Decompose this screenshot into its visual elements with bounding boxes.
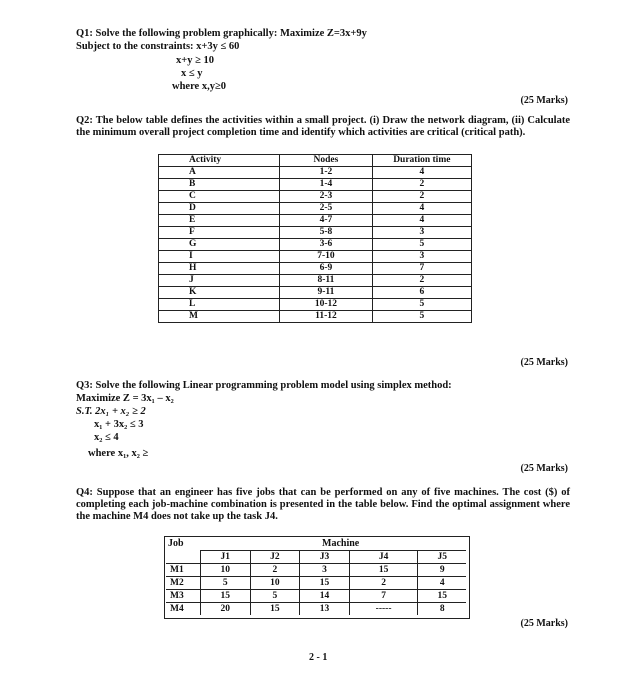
- activity-row: [159, 203, 472, 215]
- cost-cell: 2: [349, 577, 418, 590]
- activity-row: [159, 275, 472, 287]
- cost-cell: 15: [349, 564, 418, 577]
- cost-cell: 8: [418, 603, 466, 616]
- cost-cell: 5: [250, 590, 300, 603]
- cost-cell: 15: [201, 590, 251, 603]
- q3-constraint-2: x₁ + 3x₂ ≤ 3: [94, 419, 144, 430]
- q1-title: Q1: Solve the following problem graphically: Maximize Z=3x+9y: [76, 28, 367, 39]
- assignment-table: [166, 550, 466, 615]
- col-j3: J3: [300, 551, 350, 564]
- duration-cell: 3: [372, 251, 471, 263]
- machine-label: Machine: [322, 538, 360, 549]
- assignment-table-header: [166, 551, 466, 564]
- activity-cell: G: [159, 239, 280, 251]
- nodes-cell: 4-7: [280, 215, 372, 227]
- machine-label-cell: M3: [166, 590, 201, 603]
- duration-cell: 3: [372, 227, 471, 239]
- q2-text: Q2: The below table defines the activities within a small project. (i) Draw the network diagram, (ii) Calculate the minimum overall project completion time and identify which activities are critical (critical path).: [76, 115, 570, 138]
- activity-row: [159, 167, 472, 179]
- activity-row: [159, 215, 472, 227]
- col-j5: J5: [418, 551, 466, 564]
- activity-cell: B: [159, 179, 280, 191]
- activity-cell: K: [159, 287, 280, 299]
- activity-row: [159, 263, 472, 275]
- duration-cell: 4: [372, 215, 471, 227]
- activity-row: [159, 191, 472, 203]
- q3-constraint-1: S.T. 2x₁ + x₂ ≥ 2: [76, 406, 146, 417]
- activity-cell: E: [159, 215, 280, 227]
- q4-text: Q4: Suppose that an engineer has five jobs that can be performed on any of five machines. The cost ($) of completing each job-machine combination is presented in the table below. Find the optimal assignment where the machine M4 does not take up the task J4.: [76, 487, 570, 522]
- activity-cell: M: [159, 311, 280, 323]
- q4-marks: (25 Marks): [520, 618, 568, 629]
- activity-row: [159, 227, 472, 239]
- cost-cell: 3: [300, 564, 350, 577]
- machine-label-cell: M4: [166, 603, 201, 616]
- activity-cell: C: [159, 191, 280, 203]
- cost-cell: 15: [250, 603, 300, 616]
- nodes-cell: 2-5: [280, 203, 372, 215]
- q3-nonnegativity: where x₁, x₂ ≥: [88, 448, 149, 459]
- cost-cell: 15: [300, 577, 350, 590]
- cost-cell: 7: [349, 590, 418, 603]
- nodes-cell: 2-3: [280, 191, 372, 203]
- header-duration: Duration time: [372, 155, 471, 167]
- activity-cell: J: [159, 275, 280, 287]
- activity-row: [159, 287, 472, 299]
- nodes-cell: 7-10: [280, 251, 372, 263]
- duration-cell: 4: [372, 203, 471, 215]
- duration-cell: 5: [372, 299, 471, 311]
- activity-cell: A: [159, 167, 280, 179]
- activity-cell: D: [159, 203, 280, 215]
- cost-cell: 10: [250, 577, 300, 590]
- cost-cell: 14: [300, 590, 350, 603]
- activity-cell: I: [159, 251, 280, 263]
- nodes-cell: 9-11: [280, 287, 372, 299]
- activity-row: [159, 251, 472, 263]
- activity-table-header: [159, 155, 472, 167]
- activity-cell: F: [159, 227, 280, 239]
- cost-cell: 10: [201, 564, 251, 577]
- duration-cell: 2: [372, 275, 471, 287]
- col-j2: J2: [250, 551, 300, 564]
- q3-marks: (25 Marks): [520, 463, 568, 474]
- machine-label-cell: M1: [166, 564, 201, 577]
- machine-row: [166, 603, 466, 616]
- activity-table: [158, 154, 472, 323]
- duration-cell: 7: [372, 263, 471, 275]
- machine-row: [166, 577, 466, 590]
- job-label: Job: [168, 538, 184, 549]
- nodes-cell: 6-9: [280, 263, 372, 275]
- cost-cell: 13: [300, 603, 350, 616]
- machine-row: [166, 564, 466, 577]
- cost-cell: 9: [418, 564, 466, 577]
- cost-cell: -----: [349, 603, 418, 616]
- activity-row: [159, 311, 472, 323]
- col-j4: J4: [349, 551, 418, 564]
- duration-cell: 5: [372, 311, 471, 323]
- activity-row: [159, 239, 472, 251]
- q3-constraint-3: x₂ ≤ 4: [94, 432, 119, 443]
- q3-title: Q3: Solve the following Linear programming problem model using simplex method:: [76, 380, 452, 391]
- duration-cell: 5: [372, 239, 471, 251]
- duration-cell: 6: [372, 287, 471, 299]
- nodes-cell: 5-8: [280, 227, 372, 239]
- corner-cell: [166, 551, 201, 564]
- q2-marks: (25 Marks): [520, 357, 568, 368]
- header-activity: Activity: [159, 155, 280, 167]
- cost-cell: 2: [250, 564, 300, 577]
- q3-objective: Maximize Z = 3x₁ – x₂: [76, 393, 174, 404]
- cost-cell: 4: [418, 577, 466, 590]
- duration-cell: 4: [372, 167, 471, 179]
- cost-cell: 15: [418, 590, 466, 603]
- duration-cell: 2: [372, 179, 471, 191]
- q1-nonnegativity: where x,y≥0: [172, 81, 226, 92]
- nodes-cell: 8-11: [280, 275, 372, 287]
- q1-marks: (25 Marks): [520, 95, 568, 106]
- activity-cell: L: [159, 299, 280, 311]
- q1-constraint-2: x+y ≥ 10: [176, 55, 214, 66]
- duration-cell: 2: [372, 191, 471, 203]
- nodes-cell: 11-12: [280, 311, 372, 323]
- col-j1: J1: [201, 551, 251, 564]
- nodes-cell: 3-6: [280, 239, 372, 251]
- q1-constraint-3: x ≤ y: [181, 68, 203, 79]
- cost-cell: 5: [201, 577, 251, 590]
- machine-row: [166, 590, 466, 603]
- activity-cell: H: [159, 263, 280, 275]
- nodes-cell: 1-2: [280, 167, 372, 179]
- nodes-cell: 10-12: [280, 299, 372, 311]
- header-nodes: Nodes: [280, 155, 372, 167]
- machine-label-cell: M2: [166, 577, 201, 590]
- cost-cell: 20: [201, 603, 251, 616]
- q1-subject: Subject to the constraints: x+3y ≤ 60: [76, 41, 240, 52]
- activity-row: [159, 299, 472, 311]
- page-number: 2 - 1: [309, 652, 328, 663]
- nodes-cell: 1-4: [280, 179, 372, 191]
- activity-row: [159, 179, 472, 191]
